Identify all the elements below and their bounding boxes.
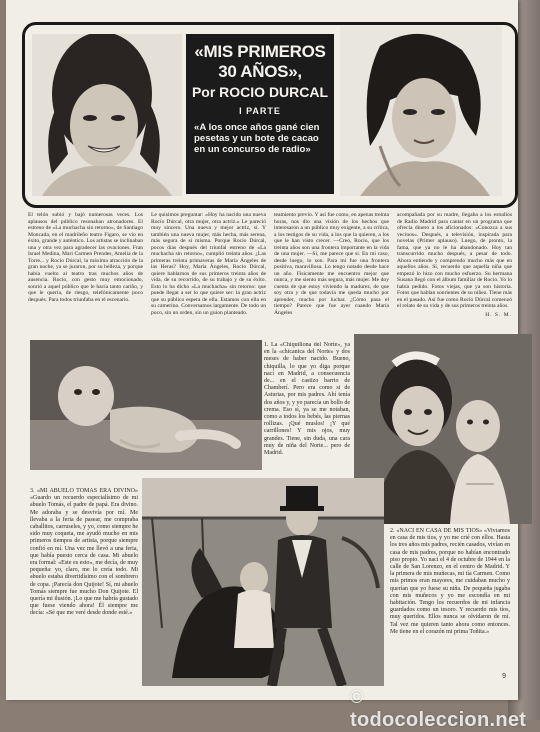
magazine-page — [6, 0, 518, 700]
column-1-text: El telón subió y bajó numerosas veces. Los aplausos del público resonaban atronadores. El estreno de «La muchacha sin retorno», de Santiago Moncada, en el madrileño teatro Figaro, se vio en éxito, grande y auténtico. Los artistas se inclinaban una y otra vez para agradecer las ovaciones. Fran Israel Medina, Mari Carmen Prendes, Amelia de la Torre... y Rocío Dúrcal, la máxima atracción de la gran noche, ya se juraron, por su belleza, y porque había vuelto al teatro tras muchos años de ausencia. Rocío, con gesto muy emocionado, sonrió a aquel público que le hacía tanto cariño, y que le quería, de riesgo, telefónicamente poco después. Para todos triunfaba en el escenario. — [28, 212, 143, 303]
article-column-1 — [28, 212, 143, 332]
article-body — [28, 212, 512, 332]
watermark-text: todocoleccion.net — [350, 709, 527, 731]
caption-3-text: 3. «MI ABUELO TOMÁS ERA DIVINO» «Guardo un recuerdo especialísimo de mi abuelo Tomás, el padre de papá. Era divino. Me adoraba y se desvivía por mí. Me llevaba a la feria de pasear, me compraba caballitos, carruseles, y yo, como siempre he sido muy coqueta, me ayudó mucho en mis primeros tiempos de artista, porque siempre confió en mí. Una vez me llevó a una feria, que había puesto cerca de casa. Mi abuelo era formal: «Este es esto», me decía, de muy pequeña: yo, claro, me lo creía todo. Mi abuelo estaba divertidísimo con el sombrero de copa. ¡Parecía don Quijote! Sí, mi abuelo Tomás siempre fue mucho Don Quijote. El quería mi ilusión. ¡Lo que me habría gustado que fuese viendo ahora! Él siempre me decía: «Sé que me veré desde donde esté.» — [30, 488, 138, 617]
portrait-glamour-image — [340, 26, 502, 196]
caption-photo-3 — [30, 488, 138, 688]
portrait-photo-left — [32, 34, 182, 196]
caption-2-text: 2. «NACÍ EN CASA DE MIS TÍOS» «Vivíamos en casa de mis tíos, y yo me crié con ellos. Hasta los tres años mis padres, recién casados, vivían en casa de mis padres, porque no habían encontrado piso propio. Yo nací el 4 de octubre de 1944 en la calle de San Lorenzo, en el centro de Madrid. Y la primera de mis muñecas, mi tía Carmen. Como mis primos eran mayores, me cuidaban mucho y querían que yo fuese su niña. De pequeña jugaba con mis muñecos y yo me escondía en mi habitación. Tengo los recuerdos de mi infancia guardados como un tesoro. Y recuerdo mis tíos, muy queridos. Ellos nunca se olvidaron de mí. Tal vez me quieren tanto ahora como entonces. Me tiene en el corazón mi prima Toñita.» — [390, 528, 510, 635]
article-title: «MIS PRIMEROS 30 AÑOS», — [194, 42, 326, 81]
watermark — [350, 686, 540, 732]
article-column-4 — [397, 212, 512, 332]
caption-photo-2 — [390, 528, 510, 690]
article-column-2 — [151, 212, 266, 332]
article-column-3 — [274, 212, 389, 332]
carousel-photo — [142, 478, 384, 686]
article-pull-quote: «A los once años gané cien pesetas y un bote de cacao en un concurso de radio» — [194, 122, 320, 155]
carousel-grandfather-image — [142, 478, 384, 686]
portrait-smiling-image — [32, 34, 182, 196]
column-2-text: Le quisimos preguntar: «Hoy ha nacido una nueva Rocío Dúrcal, otra mujer, otra actriz.» Le pareció muy sincero. Una nueva y mejor actriz, sí. Y también una nueva mujer, más hecha, más serena, más segura de sí misma. Porque Rocío Dúrcal, pocos días después del triunfal estreno de «La muchacha sin retorno», cumplió treinta años. ¿Las primeras treinta primaveras de María Ángeles de las Heras? Hoy, María Ángeles, Rocío Dúrcal, quiere hablarnos de sus primeros treinta años de vida, de su recorrido, de su trabajo y de su éxito. Esto lo ha dicho «La muchacha» sin retorno: que puede llegar a ser lo que quiere ser: la gran actriz que su público espera de ella. Estamos con ella en su camerino. Conversamos largamente. De todo un poco, sin un orden, sin un guion planteado. — [151, 212, 266, 316]
column-3-text: teamiento previo. Y así fue como, en apenas treinta horas, nos dio una visión de los hechos que interesaron a un público muy exigente, a su crítica, a los testigos de su vida, a los que la quieren, a los que le han visto crecer. —Creo, Rocío, que los treinta años son una frontera importante en la vida de una mujer. —Sí, me parece que sí. En mi caso, desde luego, lo son. Para mí fue una frontera positiva, maravillosa. Lo tengo notado desde hace un año. Físicamente me encuentro mejor que nunca, y me siento más segura, más mujer. Me doy cuenta de que estoy viviendo la madurez, de que soy otra y de que todavía me queda mucho por aprender, mucho por luchar. ¿Cómo pasa el tiempo? Parece que fue ayer cuando María Ángeles — [274, 212, 389, 316]
baby-lying-image — [30, 340, 262, 470]
column-4-text: acompañada por su madre, llegaba a los estudios de Radio Madrid para cantar en un programa que ofrecía dinero a los aficionados: «Conozca a sus vecinos». Después, a televisión, inspirada para novelas (Primer aplauso). Luego, de pronto, la fama, que ya no le ha abandonado. Hoy tan transcurrido mucho después, a pesar de todo. Ahora entiendo y comprendo mucho más que en aquellos años. Sí, recuerdo que aquella niña que empezó lo hizo con mucho esfuerzo. Su hermana Susana llegó con el álbum familiar de Rocío. Yo lo había pedido. Fotos viejas, que ya son historia. Fotos que hablan sonrientes de su niñez. Tiene más en el pasado. Así fue como Rocío Dúrcal comenzó el relato de su vida y de sus primeros treinta años. — [397, 212, 512, 309]
caption-photo-1 — [264, 342, 350, 470]
title-block — [186, 34, 334, 194]
article-byline: Por ROCIO DURCAL — [191, 84, 329, 100]
copyright-symbol: © — [350, 687, 364, 707]
portrait-photo-right — [340, 26, 502, 196]
article-part-label: I PARTE — [239, 106, 281, 116]
author-signature: H. S. M. — [485, 311, 512, 318]
baby-photo — [30, 340, 262, 470]
caption-1-text: 1. La «Chiquillona del Norte», ya en la «chicanica del Norte» y dos meses de haber nacido. Bueno, chiquilla, lo que yo diga porque nací en Madrid, a consecuencia de... en el castizo barrio de Chamberí. Pero era como si de Asturias, por mis padres. Ahí tenía dos años y, y yo parecía un bollo de crema. Eso sí, ya se me notaban, como a todos los bebés, las piernas rollizas. ¡Qué muslos! ¡Y qué carrillones! Y mis ojos, muy grandes. Tiene, sin duda, una cara muy de niña del Norte... pero de Madrid. — [264, 342, 350, 457]
page-number: 9 — [502, 673, 506, 680]
